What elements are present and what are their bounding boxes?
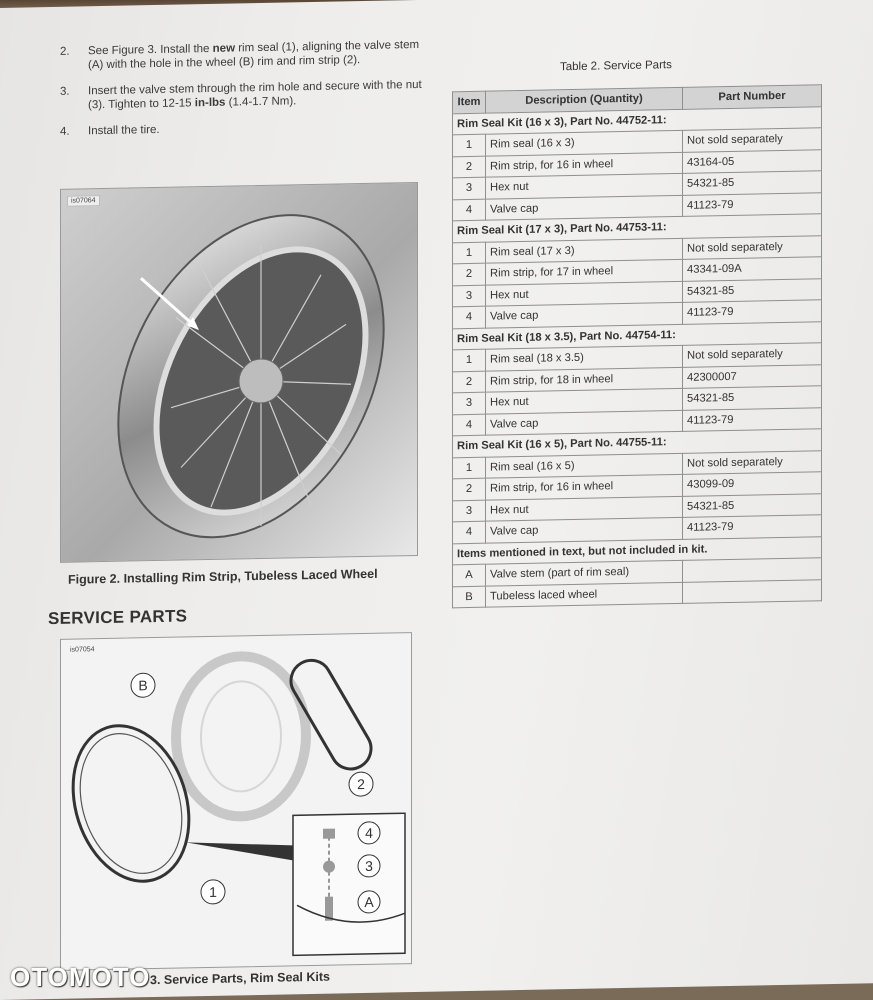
part-number-cell: 54321-85 (683, 171, 822, 195)
callout-4 (358, 822, 380, 844)
kit-title: Rim Seal Kit (18 x 3.5), Part No. 44754-11: (453, 321, 822, 350)
step-text-part: Insert the valve stem through the rim hole and secure with the nut (3). Tighten to 12-15 (88, 78, 422, 112)
description-cell: Tubeless laced wheel (486, 582, 683, 607)
header-description: Description (Quantity) (486, 87, 683, 112)
wheel-photo-illustration (61, 183, 417, 562)
description-cell: Valve stem (part of rim seal) (486, 560, 683, 585)
item-cell: 3 (453, 392, 486, 414)
kit-title: Rim Seal Kit (16 x 3), Part No. 44752-11: (453, 106, 822, 135)
part-number-cell: 41123-79 (683, 300, 822, 324)
callout-label: 1 (209, 883, 217, 900)
description-cell: Valve cap (486, 195, 683, 220)
valve-cap-part (323, 829, 335, 839)
part-number-cell: Not sold separately (683, 128, 822, 152)
step-text-part: See Figure 3. Install the (88, 42, 213, 58)
item-cell: 2 (453, 263, 486, 285)
part-number-cell: Not sold separately (683, 235, 822, 259)
header-item: Item (453, 91, 486, 113)
part-number-cell: 41123-79 (683, 407, 822, 431)
step-text-part: Install the tire. (88, 123, 160, 138)
exploded-parts-diagram (61, 633, 411, 970)
step-item (60, 118, 430, 139)
description-cell: Rim seal (17 x 3) (486, 238, 683, 263)
callout-label: 4 (365, 824, 373, 841)
extra-items-title: Items mentioned in text, but not included in kit. (453, 536, 822, 565)
kit-title: Rim Seal Kit (17 x 3), Part No. 44753-11: (453, 214, 822, 243)
item-cell: 1 (453, 242, 486, 264)
step-text-bold: in-lbs (194, 96, 226, 110)
description-cell: Hex nut (486, 281, 683, 306)
description-cell: Rim seal (18 x 3.5) (486, 345, 683, 370)
step-text-part: rim seal (1), aligning the valve stem (A) with the hole in the wheel (B) rim and rim strip (2). (88, 38, 420, 72)
description-cell: Hex nut (486, 496, 683, 521)
description-cell: Valve cap (486, 517, 683, 542)
part-number-cell: 42300007 (683, 364, 822, 388)
callout-label: B (138, 677, 148, 694)
item-cell: 2 (453, 371, 486, 393)
item-cell: 4 (453, 521, 486, 543)
kit-title: Rim Seal Kit (16 x 5), Part No. 44755-11: (453, 429, 822, 458)
item-cell: 1 (453, 349, 486, 371)
description-cell: Valve cap (486, 302, 683, 327)
part-number-cell: 43164-05 (683, 149, 822, 173)
table-title: Table 2. Service Parts (560, 59, 672, 74)
part-number-cell (683, 579, 822, 603)
step-text (88, 78, 430, 113)
part-number-cell: 41123-79 (683, 192, 822, 216)
description-cell: Hex nut (486, 173, 683, 198)
callout-B (131, 673, 155, 697)
description-cell: Rim strip, for 16 in wheel (486, 474, 683, 499)
wheel-spokes-outline (201, 681, 281, 793)
callout-3 (358, 855, 380, 877)
item-cell: 4 (453, 306, 486, 328)
step-number: 2. (60, 45, 70, 58)
item-cell: 3 (453, 177, 486, 199)
step-text-bold: new (212, 42, 236, 55)
watermark-logo: OTOMOTO (10, 962, 151, 992)
item-cell: 3 (453, 500, 486, 522)
step-text (88, 118, 430, 139)
item-cell: 3 (453, 285, 486, 307)
item-cell: B (453, 586, 486, 608)
step-text (88, 38, 430, 73)
description-cell: Rim strip, for 18 in wheel (486, 367, 683, 392)
description-cell: Rim strip, for 16 in wheel (486, 152, 683, 177)
item-cell: 4 (453, 414, 486, 436)
detail-pointer (186, 840, 293, 862)
callout-label: A (364, 893, 374, 911)
figure-3-caption: 3. Service Parts, Rim Seal Kits (150, 969, 330, 988)
item-cell: 1 (453, 457, 486, 479)
part-number-cell: 54321-85 (683, 278, 822, 302)
detail-inset (293, 813, 405, 955)
service-parts-table (452, 84, 822, 608)
part-number-cell (683, 558, 822, 582)
part-number-cell: 43341-09A (683, 257, 822, 281)
part-number-cell: 54321-85 (683, 386, 822, 410)
part-number-cell: 54321-85 (683, 493, 822, 517)
step-text-part: (1.4-1.7 Nm). (225, 95, 297, 109)
figure-2-photo (60, 182, 418, 563)
rim-strip-loop (284, 653, 379, 776)
instruction-steps (60, 38, 430, 151)
part-number-cell: 41123-79 (683, 515, 822, 539)
step-number: 3. (60, 85, 70, 98)
description-cell: Rim seal (16 x 3) (486, 130, 683, 155)
item-cell: A (453, 564, 486, 586)
table-body (453, 106, 822, 608)
description-cell: Hex nut (486, 388, 683, 413)
section-title: SERVICE PARTS (48, 606, 188, 629)
wheel-hub (239, 359, 283, 404)
description-cell: Valve cap (486, 410, 683, 435)
item-cell: 2 (453, 478, 486, 500)
description-cell: Rim seal (16 x 5) (486, 453, 683, 478)
figure-3-diagram (60, 632, 412, 971)
description-cell: Rim strip, for 17 in wheel (486, 259, 683, 284)
figure-id: is07054 (70, 646, 95, 654)
step-item (60, 38, 430, 73)
item-cell: 1 (453, 134, 486, 156)
callout-label: 2 (357, 775, 365, 793)
part-number-cell: Not sold separately (683, 343, 822, 367)
callout-2 (349, 772, 373, 796)
step-item (60, 78, 430, 113)
step-number: 4. (60, 125, 70, 138)
callout-label: 3 (365, 857, 373, 874)
callout-1 (201, 880, 225, 904)
figure-id: is07064 (67, 195, 100, 207)
header-part-number: Part Number (683, 85, 822, 109)
part-number-cell: Not sold separately (683, 450, 822, 474)
callout-A (358, 891, 380, 913)
item-cell: 4 (453, 199, 486, 221)
figure-2-caption: Figure 2. Installing Rim Strip, Tubeless Laced Wheel (68, 566, 378, 587)
rim-seal-ring (61, 710, 208, 897)
part-number-cell: 43099-09 (683, 472, 822, 496)
item-cell: 2 (453, 156, 486, 178)
wheel-outline (176, 655, 306, 817)
